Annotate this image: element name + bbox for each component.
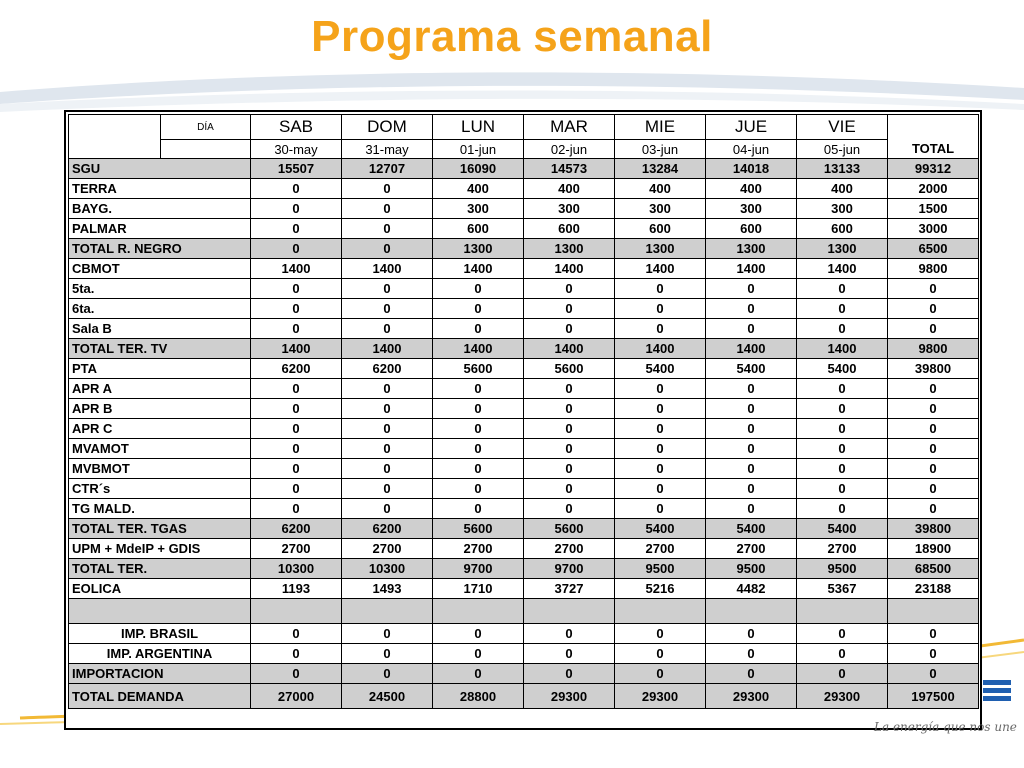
value-cell: 1300 <box>797 239 888 259</box>
row-total: 0 <box>888 399 979 419</box>
value-cell: 0 <box>706 644 797 664</box>
value-cell: 1400 <box>524 259 615 279</box>
table-row <box>69 519 979 539</box>
value-cell: 0 <box>251 644 342 664</box>
table-row <box>69 379 979 399</box>
value-cell: 0 <box>615 299 706 319</box>
value-cell: 300 <box>433 199 524 219</box>
value-cell: 0 <box>251 219 342 239</box>
row-label: TOTAL TER. TV <box>69 339 251 359</box>
table-row <box>69 499 979 519</box>
row-total: 68500 <box>888 559 979 579</box>
value-cell: 0 <box>433 439 524 459</box>
value-cell: 5600 <box>524 519 615 539</box>
value-cell: 0 <box>251 499 342 519</box>
value-cell: 2700 <box>433 539 524 559</box>
value-cell: 0 <box>615 419 706 439</box>
value-cell: 0 <box>433 644 524 664</box>
value-cell: 0 <box>615 499 706 519</box>
spacer-cell <box>615 599 706 624</box>
row-total: 39800 <box>888 359 979 379</box>
value-cell: 9700 <box>433 559 524 579</box>
value-cell: 0 <box>342 199 433 219</box>
row-label: MVBMOT <box>69 459 251 479</box>
header-corner-cell <box>69 115 161 140</box>
value-cell: 0 <box>524 279 615 299</box>
value-cell: 0 <box>251 459 342 479</box>
row-label: APR B <box>69 399 251 419</box>
value-cell: 300 <box>615 199 706 219</box>
value-cell: 13284 <box>615 159 706 179</box>
value-cell: 0 <box>342 459 433 479</box>
value-cell: 400 <box>433 179 524 199</box>
value-cell: 14573 <box>524 159 615 179</box>
value-cell: 0 <box>615 279 706 299</box>
day-name: MIE <box>615 115 706 140</box>
value-cell: 0 <box>251 279 342 299</box>
value-cell: 0 <box>524 439 615 459</box>
header-row-days <box>69 115 979 140</box>
value-cell: 400 <box>615 179 706 199</box>
value-cell: 0 <box>433 419 524 439</box>
row-label: TOTAL TER. <box>69 559 251 579</box>
row-label: UPM + MdeIP + GDIS <box>69 539 251 559</box>
value-cell: 0 <box>797 319 888 339</box>
value-cell: 0 <box>524 299 615 319</box>
value-cell: 9500 <box>797 559 888 579</box>
value-cell: 300 <box>524 199 615 219</box>
value-cell: 3727 <box>524 579 615 599</box>
row-total: 0 <box>888 499 979 519</box>
row-label: IMP. BRASIL <box>69 624 251 644</box>
value-cell: 0 <box>251 199 342 219</box>
row-label: TOTAL DEMANDA <box>69 684 251 709</box>
value-cell: 0 <box>433 319 524 339</box>
value-cell: 0 <box>706 664 797 684</box>
value-cell: 24500 <box>342 684 433 709</box>
row-label: TOTAL R. NEGRO <box>69 239 251 259</box>
value-cell: 1300 <box>615 239 706 259</box>
day-date: 02-jun <box>524 140 615 159</box>
value-cell: 0 <box>524 319 615 339</box>
row-label: IMPORTACION <box>69 664 251 684</box>
value-cell: 0 <box>524 499 615 519</box>
value-cell: 0 <box>342 179 433 199</box>
dia-label: DÍA <box>161 115 251 140</box>
value-cell: 0 <box>706 439 797 459</box>
spacer-cell <box>888 599 979 624</box>
spacer-row <box>69 599 979 624</box>
row-total: 0 <box>888 279 979 299</box>
page-title: Programa semanal <box>311 12 713 61</box>
value-cell: 0 <box>251 379 342 399</box>
value-cell: 1400 <box>433 339 524 359</box>
value-cell: 0 <box>706 499 797 519</box>
row-total: 9800 <box>888 339 979 359</box>
value-cell: 0 <box>706 624 797 644</box>
day-name: SAB <box>251 115 342 140</box>
row-label: 5ta. <box>69 279 251 299</box>
row-label: PTA <box>69 359 251 379</box>
value-cell: 5216 <box>615 579 706 599</box>
value-cell: 1400 <box>251 339 342 359</box>
table-row <box>69 299 979 319</box>
value-cell: 1710 <box>433 579 524 599</box>
table-row <box>69 579 979 599</box>
value-cell: 2700 <box>615 539 706 559</box>
value-cell: 0 <box>342 624 433 644</box>
value-cell: 6200 <box>251 359 342 379</box>
row-total: 2000 <box>888 179 979 199</box>
value-cell: 0 <box>342 399 433 419</box>
row-label: PALMAR <box>69 219 251 239</box>
value-cell: 0 <box>797 439 888 459</box>
row-total: 99312 <box>888 159 979 179</box>
value-cell: 5600 <box>433 519 524 539</box>
table-row <box>69 319 979 339</box>
value-cell: 0 <box>524 459 615 479</box>
row-label: CTR´s <box>69 479 251 499</box>
value-cell: 0 <box>706 379 797 399</box>
value-cell: 600 <box>524 219 615 239</box>
value-cell: 12707 <box>342 159 433 179</box>
company-slogan: La energía que nos une <box>874 720 1017 734</box>
value-cell: 0 <box>524 644 615 664</box>
value-cell: 0 <box>615 379 706 399</box>
value-cell: 0 <box>251 299 342 319</box>
table-row <box>69 259 979 279</box>
import-row <box>69 664 979 684</box>
value-cell: 0 <box>433 399 524 419</box>
value-cell: 0 <box>706 399 797 419</box>
header-corner-cell <box>69 140 161 159</box>
table-row <box>69 339 979 359</box>
value-cell: 0 <box>615 664 706 684</box>
value-cell: 0 <box>797 499 888 519</box>
row-label: CBMOT <box>69 259 251 279</box>
row-total: 0 <box>888 299 979 319</box>
value-cell: 400 <box>524 179 615 199</box>
value-cell: 2700 <box>524 539 615 559</box>
row-label: BAYG. <box>69 199 251 219</box>
value-cell: 9500 <box>615 559 706 579</box>
row-total: 0 <box>888 459 979 479</box>
value-cell: 0 <box>342 379 433 399</box>
value-cell: 16090 <box>433 159 524 179</box>
value-cell: 0 <box>615 644 706 664</box>
day-name: DOM <box>342 115 433 140</box>
table-row <box>69 459 979 479</box>
row-label: APR A <box>69 379 251 399</box>
row-total: 0 <box>888 644 979 664</box>
value-cell: 1493 <box>342 579 433 599</box>
value-cell: 9700 <box>524 559 615 579</box>
value-cell: 0 <box>433 459 524 479</box>
value-cell: 0 <box>524 624 615 644</box>
value-cell: 0 <box>433 379 524 399</box>
value-cell: 0 <box>342 499 433 519</box>
value-cell: 0 <box>342 419 433 439</box>
value-cell: 1300 <box>524 239 615 259</box>
value-cell: 0 <box>797 479 888 499</box>
value-cell: 0 <box>342 299 433 319</box>
day-name: LUN <box>433 115 524 140</box>
day-date: 03-jun <box>615 140 706 159</box>
value-cell: 29300 <box>797 684 888 709</box>
spacer-cell <box>251 599 342 624</box>
value-cell: 0 <box>251 664 342 684</box>
value-cell: 0 <box>251 239 342 259</box>
import-row <box>69 644 979 664</box>
row-total: 6500 <box>888 239 979 259</box>
value-cell: 29300 <box>706 684 797 709</box>
value-cell: 0 <box>342 644 433 664</box>
row-total: 197500 <box>888 684 979 709</box>
value-cell: 0 <box>342 479 433 499</box>
value-cell: 0 <box>797 644 888 664</box>
value-cell: 29300 <box>524 684 615 709</box>
value-cell: 10300 <box>251 559 342 579</box>
value-cell: 1193 <box>251 579 342 599</box>
row-label: IMP. ARGENTINA <box>69 644 251 664</box>
value-cell: 0 <box>797 664 888 684</box>
row-label: SGU <box>69 159 251 179</box>
value-cell: 0 <box>797 419 888 439</box>
value-cell: 400 <box>797 179 888 199</box>
table-row <box>69 279 979 299</box>
row-total: 0 <box>888 624 979 644</box>
header-blank-cell <box>161 140 251 159</box>
value-cell: 0 <box>706 279 797 299</box>
value-cell: 0 <box>524 664 615 684</box>
day-date: 05-jun <box>797 140 888 159</box>
day-date: 30-may <box>251 140 342 159</box>
value-cell: 1400 <box>433 259 524 279</box>
value-cell: 6200 <box>342 519 433 539</box>
row-total: 0 <box>888 379 979 399</box>
table-row <box>69 539 979 559</box>
value-cell: 0 <box>706 319 797 339</box>
value-cell: 0 <box>342 239 433 259</box>
value-cell: 1400 <box>797 339 888 359</box>
row-label: TG MALD. <box>69 499 251 519</box>
table-row <box>69 219 979 239</box>
value-cell: 1400 <box>524 339 615 359</box>
value-cell: 6200 <box>251 519 342 539</box>
value-cell: 2700 <box>706 539 797 559</box>
value-cell: 0 <box>342 664 433 684</box>
value-cell: 10300 <box>342 559 433 579</box>
table-row <box>69 559 979 579</box>
spacer-cell <box>69 599 251 624</box>
value-cell: 6200 <box>342 359 433 379</box>
value-cell: 5400 <box>615 519 706 539</box>
value-cell: 27000 <box>251 684 342 709</box>
value-cell: 2700 <box>342 539 433 559</box>
row-label: 6ta. <box>69 299 251 319</box>
value-cell: 300 <box>706 199 797 219</box>
value-cell: 0 <box>615 399 706 419</box>
table-row <box>69 179 979 199</box>
value-cell: 0 <box>251 479 342 499</box>
value-cell: 400 <box>706 179 797 199</box>
value-cell: 0 <box>342 219 433 239</box>
value-cell: 2700 <box>797 539 888 559</box>
day-date: 04-jun <box>706 140 797 159</box>
value-cell: 300 <box>797 199 888 219</box>
value-cell: 0 <box>524 379 615 399</box>
row-label: EOLICA <box>69 579 251 599</box>
spacer-cell <box>342 599 433 624</box>
value-cell: 1400 <box>615 259 706 279</box>
row-label: Sala B <box>69 319 251 339</box>
value-cell: 0 <box>342 319 433 339</box>
spacer-cell <box>524 599 615 624</box>
value-cell: 5400 <box>706 359 797 379</box>
value-cell: 0 <box>342 439 433 459</box>
value-cell: 28800 <box>433 684 524 709</box>
value-cell: 0 <box>615 479 706 499</box>
value-cell: 0 <box>615 624 706 644</box>
value-cell: 5367 <box>797 579 888 599</box>
value-cell: 0 <box>706 419 797 439</box>
row-total: 0 <box>888 419 979 439</box>
value-cell: 0 <box>433 624 524 644</box>
row-total: 0 <box>888 479 979 499</box>
header-row-dates <box>69 140 979 159</box>
value-cell: 1400 <box>797 259 888 279</box>
row-total: 1500 <box>888 199 979 219</box>
value-cell: 1400 <box>706 259 797 279</box>
value-cell: 0 <box>433 279 524 299</box>
value-cell: 14018 <box>706 159 797 179</box>
value-cell: 0 <box>251 439 342 459</box>
value-cell: 0 <box>251 179 342 199</box>
row-total: 0 <box>888 319 979 339</box>
table-row <box>69 399 979 419</box>
day-date: 31-may <box>342 140 433 159</box>
table-row <box>69 479 979 499</box>
value-cell: 0 <box>251 624 342 644</box>
value-cell: 0 <box>524 479 615 499</box>
value-cell: 0 <box>342 279 433 299</box>
row-total: 9800 <box>888 259 979 279</box>
value-cell: 15507 <box>251 159 342 179</box>
value-cell: 5400 <box>706 519 797 539</box>
value-cell: 0 <box>797 299 888 319</box>
value-cell: 0 <box>251 319 342 339</box>
spacer-cell <box>433 599 524 624</box>
table-row <box>69 199 979 219</box>
value-cell: 600 <box>706 219 797 239</box>
row-label: APR C <box>69 419 251 439</box>
value-cell: 0 <box>797 379 888 399</box>
day-name: MAR <box>524 115 615 140</box>
row-total: 23188 <box>888 579 979 599</box>
value-cell: 4482 <box>706 579 797 599</box>
value-cell: 600 <box>433 219 524 239</box>
value-cell: 0 <box>797 624 888 644</box>
value-cell: 1400 <box>342 339 433 359</box>
import-row <box>69 684 979 709</box>
weekly-schedule-table <box>68 114 979 709</box>
total-header: TOTAL <box>888 140 979 159</box>
value-cell: 0 <box>433 499 524 519</box>
table-row <box>69 159 979 179</box>
value-cell: 0 <box>433 664 524 684</box>
value-cell: 0 <box>615 319 706 339</box>
value-cell: 0 <box>251 399 342 419</box>
row-label: TOTAL TER. TGAS <box>69 519 251 539</box>
value-cell: 0 <box>615 439 706 459</box>
import-row <box>69 624 979 644</box>
day-name: VIE <box>797 115 888 140</box>
value-cell: 600 <box>615 219 706 239</box>
value-cell: 0 <box>524 399 615 419</box>
value-cell: 1400 <box>615 339 706 359</box>
value-cell: 0 <box>615 459 706 479</box>
company-logo <box>983 680 1011 706</box>
row-label: MVAMOT <box>69 439 251 459</box>
value-cell: 9500 <box>706 559 797 579</box>
row-total: 18900 <box>888 539 979 559</box>
value-cell: 0 <box>251 419 342 439</box>
value-cell: 0 <box>524 419 615 439</box>
value-cell: 600 <box>797 219 888 239</box>
value-cell: 0 <box>706 459 797 479</box>
table-row <box>69 439 979 459</box>
value-cell: 1400 <box>706 339 797 359</box>
table-row <box>69 239 979 259</box>
value-cell: 5600 <box>524 359 615 379</box>
value-cell: 2700 <box>251 539 342 559</box>
row-total: 3000 <box>888 219 979 239</box>
value-cell: 0 <box>797 459 888 479</box>
value-cell: 1300 <box>433 239 524 259</box>
value-cell: 0 <box>797 399 888 419</box>
value-cell: 0 <box>706 299 797 319</box>
value-cell: 0 <box>433 299 524 319</box>
value-cell: 0 <box>706 479 797 499</box>
table-row <box>69 359 979 379</box>
day-date: 01-jun <box>433 140 524 159</box>
spacer-cell <box>797 599 888 624</box>
value-cell: 1400 <box>342 259 433 279</box>
value-cell: 0 <box>797 279 888 299</box>
row-total: 0 <box>888 664 979 684</box>
value-cell: 29300 <box>615 684 706 709</box>
value-cell: 1300 <box>706 239 797 259</box>
table-row <box>69 419 979 439</box>
spacer-cell <box>706 599 797 624</box>
row-total: 0 <box>888 439 979 459</box>
day-name: JUE <box>706 115 797 140</box>
value-cell: 5400 <box>797 359 888 379</box>
header-total-blank <box>888 115 979 140</box>
value-cell: 13133 <box>797 159 888 179</box>
value-cell: 5600 <box>433 359 524 379</box>
value-cell: 1400 <box>251 259 342 279</box>
row-total: 39800 <box>888 519 979 539</box>
row-label: TERRA <box>69 179 251 199</box>
value-cell: 5400 <box>797 519 888 539</box>
value-cell: 0 <box>433 479 524 499</box>
value-cell: 5400 <box>615 359 706 379</box>
